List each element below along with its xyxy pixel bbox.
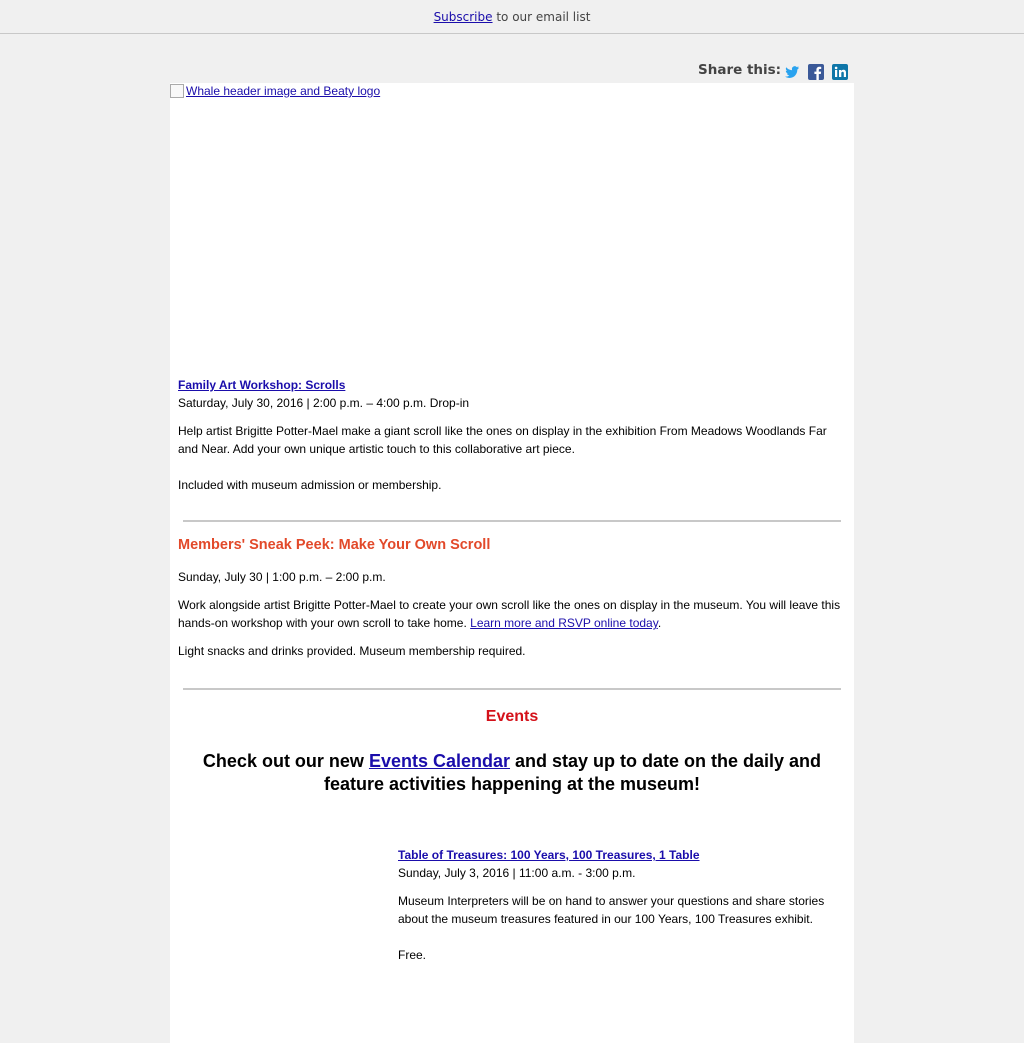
rsvp-suffix: . — [657, 616, 662, 630]
family-workshop-note: Included with museum admission or membership. — [178, 478, 442, 492]
share-label: Share this: — [698, 62, 782, 78]
events-calendar-link[interactable]: Events Calendar — [368, 751, 511, 771]
treasures-title-link[interactable]: Table of Treasures: 100 Years, 100 Treasures, 1 Table — [398, 848, 700, 862]
treasures-datetime: Sunday, July 3, 2016 | 11:00 a.m. - 3:00 p.m. — [398, 866, 636, 880]
header-image-link[interactable] — [170, 83, 380, 99]
subscribe-bar — [0, 0, 1024, 34]
events-promo — [194, 750, 830, 796]
section-divider — [183, 520, 841, 522]
members-sneak-peek-note: Light snacks and drinks provided. Museum membership required. — [178, 644, 526, 658]
treasures-note: Free. — [398, 948, 427, 962]
family-workshop-title-link[interactable]: Family Art Workshop: Scrolls — [178, 378, 346, 392]
events-promo-prefix: Check out our new — [202, 751, 369, 771]
share-bar — [698, 60, 854, 82]
family-workshop-title-row — [178, 376, 843, 394]
treasures-title-row — [398, 846, 843, 864]
treasures-description: Museum Interpreters will be on hand to answer your questions and share stories about the museum treasures featured in our 100 Years, 100 Treasures exhibit. — [398, 894, 825, 926]
section-divider — [183, 688, 841, 690]
subscribe-text: to our email list — [492, 10, 591, 24]
linkedin-icon[interactable] — [832, 64, 848, 80]
rsvp-link[interactable]: Learn more and RSVP online today — [470, 616, 658, 630]
family-workshop-description: Help artist Brigitte Potter-Mael make a giant scroll like the ones on display in the exhibition From Meadows Woodlands Far and Near. Add your own unique artistic touch to this collaborative art piece. — [178, 424, 827, 456]
broken-image-icon — [170, 84, 184, 98]
twitter-icon[interactable] — [784, 64, 800, 80]
members-sneak-peek-description: Work alongside artist Brigitte Potter-Mael to create your own scroll like the ones on display in the museum. You will leave this hands-on workshop with your own scroll to take home. — [178, 598, 841, 630]
members-sneak-peek-datetime: Sunday, July 30 | 1:00 p.m. – 2:00 p.m. — [178, 570, 386, 584]
newsletter-card — [170, 83, 854, 1043]
members-sneak-peek-title: Members' Sneak Peek: Make Your Own Scroll — [178, 537, 491, 553]
members-sneak-peek-description-block — [178, 596, 843, 632]
events-promo-suffix: and stay up to date on the daily and feature activities happening at the museum! — [323, 751, 822, 794]
family-workshop-datetime: Saturday, July 30, 2016 | 2:00 p.m. – 4:00 p.m. Drop-in — [178, 396, 470, 410]
header-image-alt: Whale header image and Beaty logo — [186, 84, 381, 98]
subscribe-link[interactable]: Subscribe — [433, 10, 493, 24]
facebook-icon[interactable] — [808, 64, 824, 80]
events-heading: Events — [485, 708, 539, 725]
